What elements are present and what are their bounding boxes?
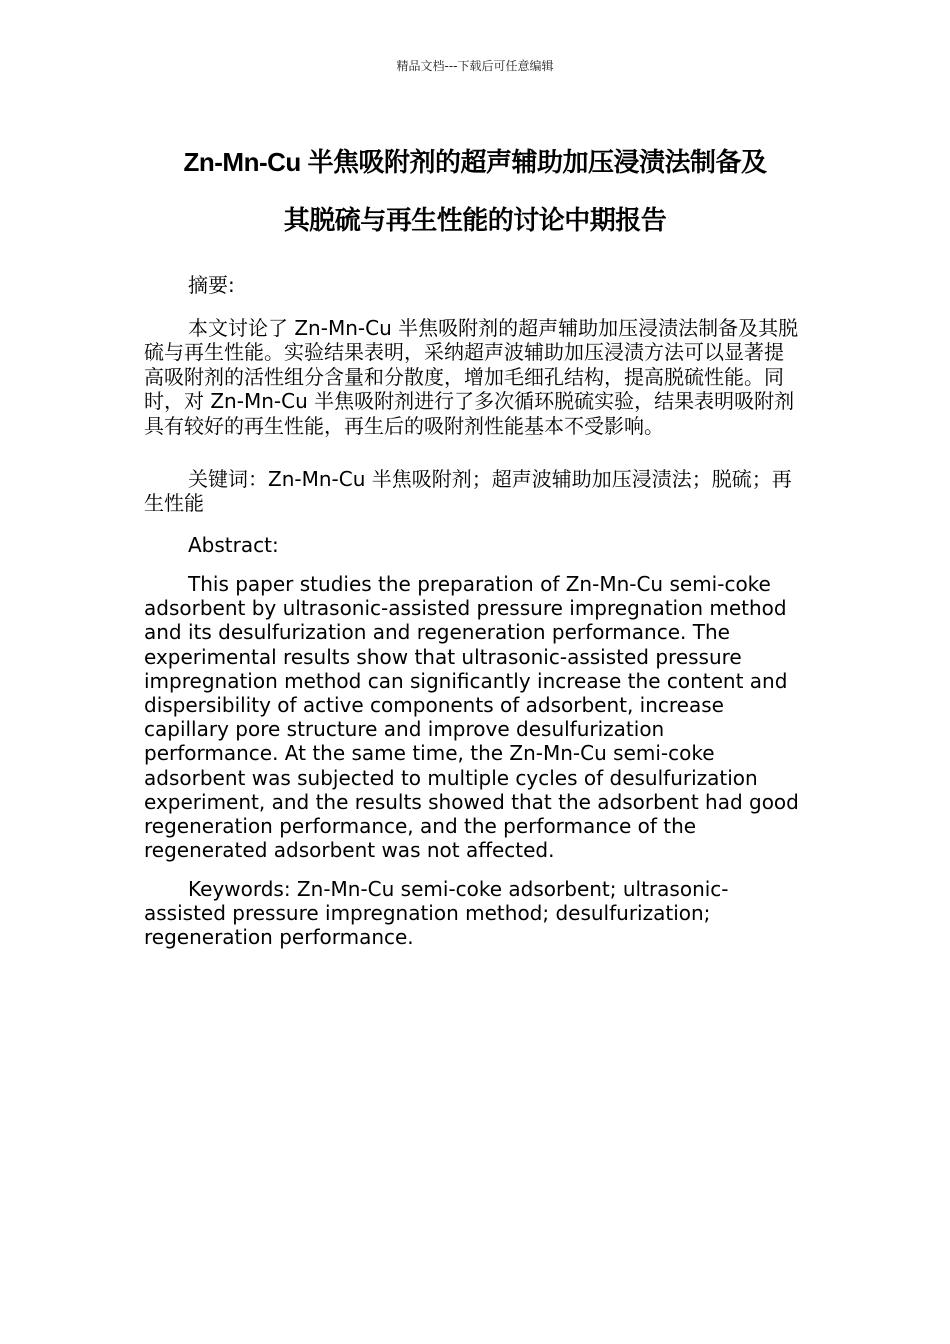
title-line-2: 其脱硫与再生性能的讨论中期报告 [283,205,667,235]
keywords-en-block [144,877,800,950]
document-title [130,133,820,249]
abstract-en-label-block [144,533,800,557]
keywords-en-text: Keywords: Zn-Mn-Cu semi-coke adsorbent; ultrasonic-assisted pressure impregnation method; desulfurization; regeneration performance. [144,877,729,950]
abstract-cn-label-block [144,273,800,297]
header-note: 精品文档---下载后可任意编辑 [396,59,554,73]
abstract-en-text: This paper studies the preparation of Zn-Mn-Cu semi-coke adsorbent by ultrasonic-assisted pressure impregnation method and its desulfurization and regeneration performance. The experimental results show that ultrasonic-assisted pressure impregnation method can significantly increase the content and dispersibility of active components of adsorbent, increase capillary pore structure and improve desulfurization performance. At the same time, the Zn-Mn-Cu semi-coke adsorbent was subjected to multiple cycles of desulfurization experiment, and the results showed that the adsorbent had good regeneration performance, and the performance of the regenerated adsorbent was not affected. [144,572,799,863]
abstract-cn-block [144,316,800,438]
keywords-cn-block [144,467,800,516]
abstract-en-label: Abstract: [188,533,279,557]
abstract-en-block [144,572,800,862]
title-line-1: Zn-Mn-Cu 半焦吸附剂的超声辅助加压浸渍法制备及 [183,147,767,177]
keywords-cn-text: 关键词：Zn-Mn-Cu 半焦吸附剂；超声波辅助加压浸渍法；脱硫；再生性能 [144,467,792,516]
abstract-cn-label: 摘要: [188,273,235,297]
abstract-cn-text: 本文讨论了 Zn-Mn-Cu 半焦吸附剂的超声辅助加压浸渍法制备及其脱硫与再生性能。实验结果表明，采纳超声波辅助加压浸渍方法可以显著提高吸附剂的活性组分含量和分散度，增加毛细孔结构，提高脱硫性能。同时，对 Zn-Mn-Cu 半焦吸附剂进行了多次循环脱硫实验，结果表明吸附剂具有较好的再生性能，再生后的吸附剂性能基本不受影响。 [144,316,799,438]
